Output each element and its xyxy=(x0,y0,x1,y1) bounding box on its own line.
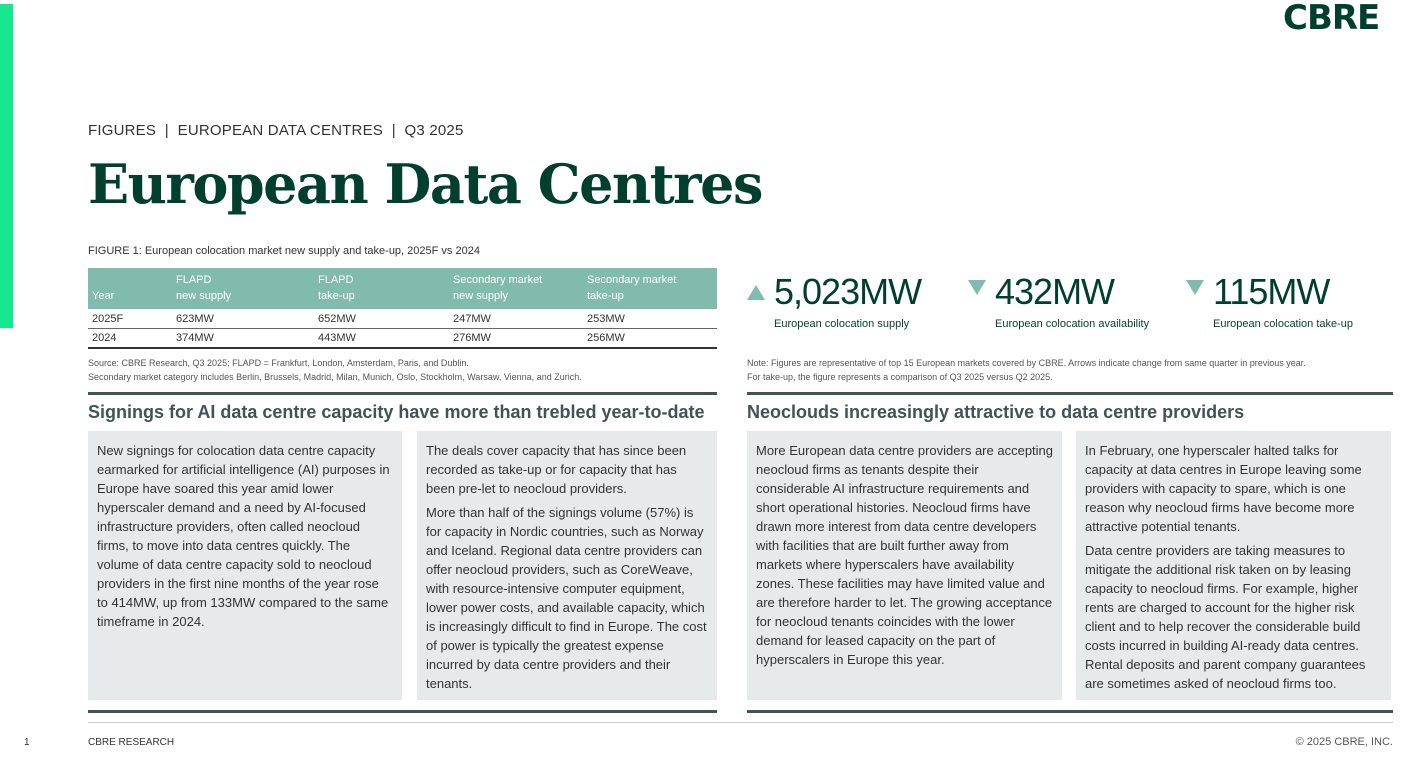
text-panel xyxy=(88,431,402,700)
table-header xyxy=(88,268,717,309)
kicker: FIGURES | EUROPEAN DATA CENTRES | Q3 2025 xyxy=(88,122,464,139)
table-cell: 374MW xyxy=(176,332,214,344)
table-cell: 2025F xyxy=(92,312,124,325)
table-cell: 652MW xyxy=(318,312,356,325)
table-cell: 253MW xyxy=(587,312,625,325)
supply-table xyxy=(88,268,717,349)
table-row xyxy=(88,329,717,349)
page-title: European Data Centres xyxy=(88,152,762,216)
column-header-year: Year xyxy=(92,290,115,302)
text-panel xyxy=(417,431,717,700)
note-line-1: Note: Figures are representative of top 15 European markets covered by CBRE. Arrows indicate change from same quarter in previous year. xyxy=(747,358,1306,368)
kpi-label: European colocation availability xyxy=(995,318,1150,330)
paragraph: In February, one hyperscaler halted talks for capacity at data centres in Europe leaving some providers with capacity to spare, which is one reason why neocloud firms have become more attractive potential tenants. xyxy=(1085,443,1362,534)
paragraph: Data centre providers are taking measures to mitigate the additional risk taken on by leasing capacity to neocloud firms. For example, higher rents are charged to account for the higher risk client and to help recover the considerable build costs incurred in building AI-ready data centres. Rental deposits and parent company guarantees are sometimes asked of neocloud firms too. xyxy=(1085,543,1366,691)
kpi-availability xyxy=(968,270,1149,330)
column-header-secondary-takeup: Secondary market take-up xyxy=(587,274,677,302)
column-header-flapd-supply: FLAPD new supply xyxy=(176,274,232,302)
accent-bar xyxy=(0,4,13,328)
page-number: 1 xyxy=(24,737,30,748)
text-panel xyxy=(1076,431,1391,700)
kpi-supply xyxy=(747,270,921,330)
kpi-value: 115MW xyxy=(1213,271,1330,312)
kpi-note xyxy=(747,356,1393,384)
table-cell: 623MW xyxy=(176,312,214,325)
table-cell: 2024 xyxy=(92,332,117,344)
column-header-flapd-takeup: FLAPD take-up xyxy=(318,274,355,302)
note-line-2: For take-up, the figure represents a comparison of Q3 2025 versus Q2 2025. xyxy=(747,372,1053,382)
paragraph: The deals cover capacity that has since been recorded as take-up or for capacity that has been pre-let to neocloud providers. xyxy=(426,443,687,496)
source-line-2: Secondary market category includes Berlin, Brussels, Madrid, Milan, Munich, Oslo, Stockholm, Warsaw, Vienna, and Zurich. xyxy=(88,372,582,382)
divider xyxy=(88,392,717,395)
cbre-logo: CBRE xyxy=(1283,0,1380,38)
table-cell: 443MW xyxy=(318,332,356,344)
table-cell: 276MW xyxy=(453,332,491,344)
copyright: © 2025 CBRE, INC. xyxy=(1295,736,1393,748)
table-cell: 256MW xyxy=(587,332,625,344)
arrow-down-icon xyxy=(968,280,986,295)
paragraph: More than half of the signings volume (57%) is for capacity in Nordic countries, such as Norway and Iceland. Regional data centre providers can offer neocloud providers, such as CoreWeave, with resource-intensive computer equipment, lower power costs, and available capacity, which is increasingly difficult to find in Europe. The cost of power is typically the greatest expense incurred by data centre providers and their tenants. xyxy=(426,505,707,691)
arrow-down-icon xyxy=(1186,280,1204,295)
footer-divider xyxy=(88,722,1393,723)
kpi-value: 432MW xyxy=(995,271,1115,312)
table-cell: 247MW xyxy=(453,312,491,325)
kpi-value: 5,023MW xyxy=(774,271,922,312)
table-source xyxy=(88,356,717,384)
divider xyxy=(88,710,717,713)
arrow-up-icon xyxy=(747,285,765,300)
section-title-left: Signings for AI data centre capacity have more than trebled year-to-date xyxy=(88,402,705,422)
footer-source: CBRE RESEARCH xyxy=(88,737,175,748)
paragraph: More European data centre providers are accepting neocloud firms as tenants despite their considerable AI infrastructure requirements and short operational histories. Neocloud firms have drawn more interest from data centre developers with facilities that are built further away from markets where hyperscalers have availability zones. These facilities may have limited value and are therefore harder to let. The growing acceptance for neocloud tenants coincides with the lower demand for leased capacity on the part of hyperscalers in Europe this year. xyxy=(756,443,1054,667)
kpi-label: European colocation supply xyxy=(774,318,910,330)
paragraph: New signings for colocation data centre capacity earmarked for artificial intelligence (AI) purposes in Europe have soared this year amid lower hyperscaler demand and a need by AI-focused infrastructure providers, often called neocloud firms, to move into data centres quickly. The volume of data centre capacity sold to neocloud providers in the first nine months of the year rose to 414MW, up from 133MW compared to the same timeframe in 2024. xyxy=(97,443,390,629)
table-row xyxy=(88,309,717,329)
divider xyxy=(747,710,1393,713)
section-title-right: Neoclouds increasingly attractive to data centre providers xyxy=(747,402,1245,422)
source-line-1: Source: CBRE Research, Q3 2025; FLAPD = Frankfurt, London, Amsterdam, Paris, and Dublin. xyxy=(88,358,469,368)
text-panel xyxy=(747,431,1062,700)
kpi-label: European colocation take-up xyxy=(1213,318,1354,330)
divider xyxy=(747,392,1393,395)
kpi-takeup xyxy=(1186,270,1353,330)
column-header-secondary-supply: Secondary market new supply xyxy=(453,274,543,302)
figure-caption: FIGURE 1: European colocation market new supply and take-up, 2025F vs 2024 xyxy=(88,245,480,257)
